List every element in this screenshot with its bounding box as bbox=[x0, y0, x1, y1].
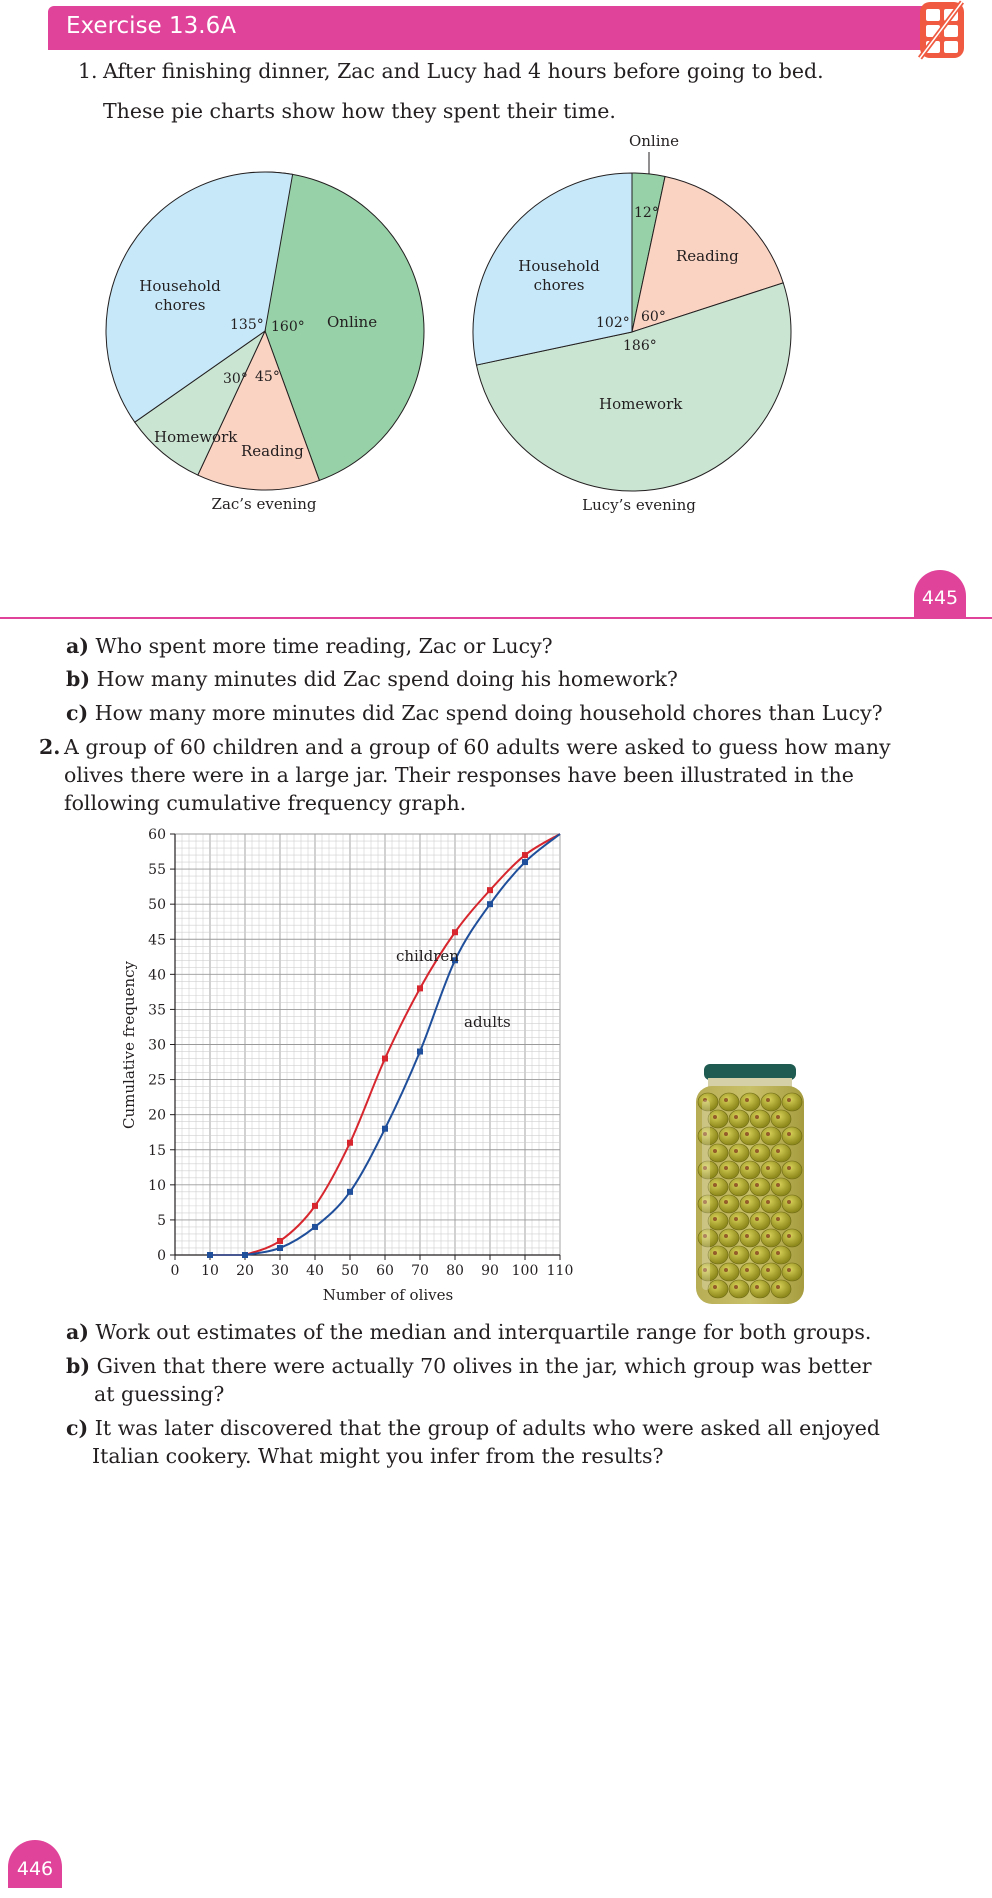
x-tick-label: 70 bbox=[411, 1263, 429, 1279]
lucy-label-homework: Homework bbox=[599, 395, 683, 413]
y-tick-label: 5 bbox=[157, 1212, 166, 1229]
q2b-line2: at guessing? bbox=[94, 1382, 225, 1406]
x-tick-label: 80 bbox=[446, 1263, 464, 1279]
zac-angle-online: 160° bbox=[271, 319, 305, 335]
lucy-angle-online: 12° bbox=[634, 205, 659, 221]
q2a: a) Work out estimates of the median and interquartile range for both groups. bbox=[66, 1320, 872, 1344]
zac-label-online: Online bbox=[327, 313, 378, 331]
x-tick-label: 110 bbox=[546, 1263, 574, 1279]
x-tick-label: 30 bbox=[271, 1263, 289, 1279]
zac-angle-household: 135° bbox=[230, 317, 264, 333]
data-point-adults bbox=[312, 1224, 318, 1230]
x-tick-label: 10 bbox=[201, 1263, 219, 1279]
x-tick-label: 60 bbox=[376, 1263, 394, 1279]
lucy-angle-reading: 60° bbox=[641, 309, 666, 325]
zac-label-household-line1: Household bbox=[139, 277, 221, 295]
x-axis-title: Number of olives bbox=[322, 1286, 454, 1304]
y-tick-label: 10 bbox=[148, 1177, 166, 1194]
y-tick-label: 55 bbox=[148, 862, 166, 879]
y-tick-label: 20 bbox=[148, 1107, 166, 1124]
x-tick-label: 40 bbox=[306, 1263, 324, 1279]
zac-pie-title: Zac’s evening bbox=[211, 495, 317, 513]
data-point-adults bbox=[207, 1252, 213, 1258]
data-point-children bbox=[312, 1203, 318, 1209]
chart-grid bbox=[175, 834, 560, 1255]
page-number-446: 446 bbox=[8, 1840, 62, 1888]
data-point-children bbox=[277, 1238, 283, 1244]
lucy-angle-household: 102° bbox=[596, 315, 630, 331]
x-tick-label: 100 bbox=[511, 1263, 539, 1279]
q2c: c) It was later discovered that the group of adults who were asked all enjoyed bbox=[66, 1416, 880, 1440]
y-tick-label: 35 bbox=[148, 1002, 166, 1019]
lucy-label-reading: Reading bbox=[676, 247, 739, 265]
page-divider bbox=[0, 617, 992, 619]
zac-label-household-line2: chores bbox=[154, 296, 206, 314]
cumulative-frequency-chart bbox=[110, 820, 630, 1310]
lucy-pie-title: Lucy’s evening bbox=[582, 496, 696, 514]
data-point-adults bbox=[347, 1189, 353, 1195]
q1-line2: These pie charts show how they spent their time. bbox=[103, 99, 616, 123]
y-axis-title: Cumulative frequency bbox=[120, 961, 138, 1129]
data-point-adults bbox=[382, 1126, 388, 1132]
zac-angle-homework: 30° bbox=[223, 371, 248, 387]
x-tick-label: 0 bbox=[170, 1263, 180, 1279]
lucy-label-household-line2: chores bbox=[533, 276, 585, 294]
q1b: b) How many minutes did Zac spend doing his homework? bbox=[66, 667, 678, 691]
data-point-children bbox=[487, 887, 493, 893]
zac-label-reading: Reading bbox=[241, 442, 304, 460]
series-label-adults: adults bbox=[464, 1013, 511, 1031]
data-point-adults bbox=[242, 1252, 248, 1258]
q2b: b) Given that there were actually 70 olives in the jar, which group was better bbox=[66, 1354, 872, 1378]
y-tick-label: 15 bbox=[148, 1142, 166, 1159]
pie-charts bbox=[0, 120, 992, 530]
olive-jar-photo bbox=[690, 1060, 810, 1310]
chart-series bbox=[207, 834, 560, 1258]
q1a: a) Who spent more time reading, Zac or Lucy? bbox=[66, 634, 553, 658]
x-tick-label: 20 bbox=[236, 1263, 254, 1279]
data-point-children bbox=[347, 1140, 353, 1146]
y-tick-label: 0 bbox=[157, 1248, 166, 1264]
data-point-adults bbox=[417, 1049, 423, 1055]
q2-line1: A group of 60 children and a group of 60 adults were asked to guess how many bbox=[64, 735, 891, 759]
data-point-children bbox=[522, 852, 528, 858]
data-point-adults bbox=[487, 901, 493, 907]
y-tick-label: 60 bbox=[148, 827, 166, 843]
data-point-children bbox=[382, 1056, 388, 1062]
data-point-children bbox=[452, 929, 458, 935]
no-calculator-icon bbox=[914, 0, 970, 62]
y-tick-label: 45 bbox=[148, 932, 166, 949]
data-point-adults bbox=[277, 1245, 283, 1251]
q1c: c) How many more minutes did Zac spend doing household chores than Lucy? bbox=[66, 701, 883, 725]
q2-line2: olives there were in a large jar. Their responses have been illustrated in the bbox=[64, 763, 854, 787]
x-tick-label: 50 bbox=[341, 1263, 359, 1279]
lucy-angle-homework: 186° bbox=[623, 338, 657, 354]
y-tick-label: 25 bbox=[148, 1072, 166, 1089]
series-label-children: children bbox=[396, 947, 459, 965]
q2-number: 2. bbox=[39, 735, 61, 759]
zac-label-homework: Homework bbox=[154, 428, 238, 446]
q2-line3: following cumulative frequency graph. bbox=[64, 791, 467, 815]
y-tick-label: 30 bbox=[148, 1037, 166, 1054]
chart-axes bbox=[148, 827, 573, 1279]
y-tick-label: 50 bbox=[148, 897, 166, 914]
x-tick-label: 90 bbox=[481, 1263, 499, 1279]
q1-line1: After finishing dinner, Zac and Lucy had 4 hours before going to bed. bbox=[103, 59, 824, 83]
page-number-445: 445 bbox=[914, 570, 966, 618]
zac-angle-reading: 45° bbox=[255, 369, 280, 385]
data-point-adults bbox=[522, 859, 528, 865]
lucy-label-household-line1: Household bbox=[518, 257, 600, 275]
y-tick-label: 40 bbox=[148, 967, 166, 984]
data-point-children bbox=[417, 985, 423, 991]
exercise-title: Exercise 13.6A bbox=[66, 13, 236, 39]
lucy-label-online: Online bbox=[628, 132, 680, 150]
lucy-pie-chart bbox=[473, 173, 791, 491]
q1-number: 1. bbox=[78, 59, 98, 83]
q2c-line2: Italian cookery. What might you infer from the results? bbox=[92, 1444, 664, 1468]
